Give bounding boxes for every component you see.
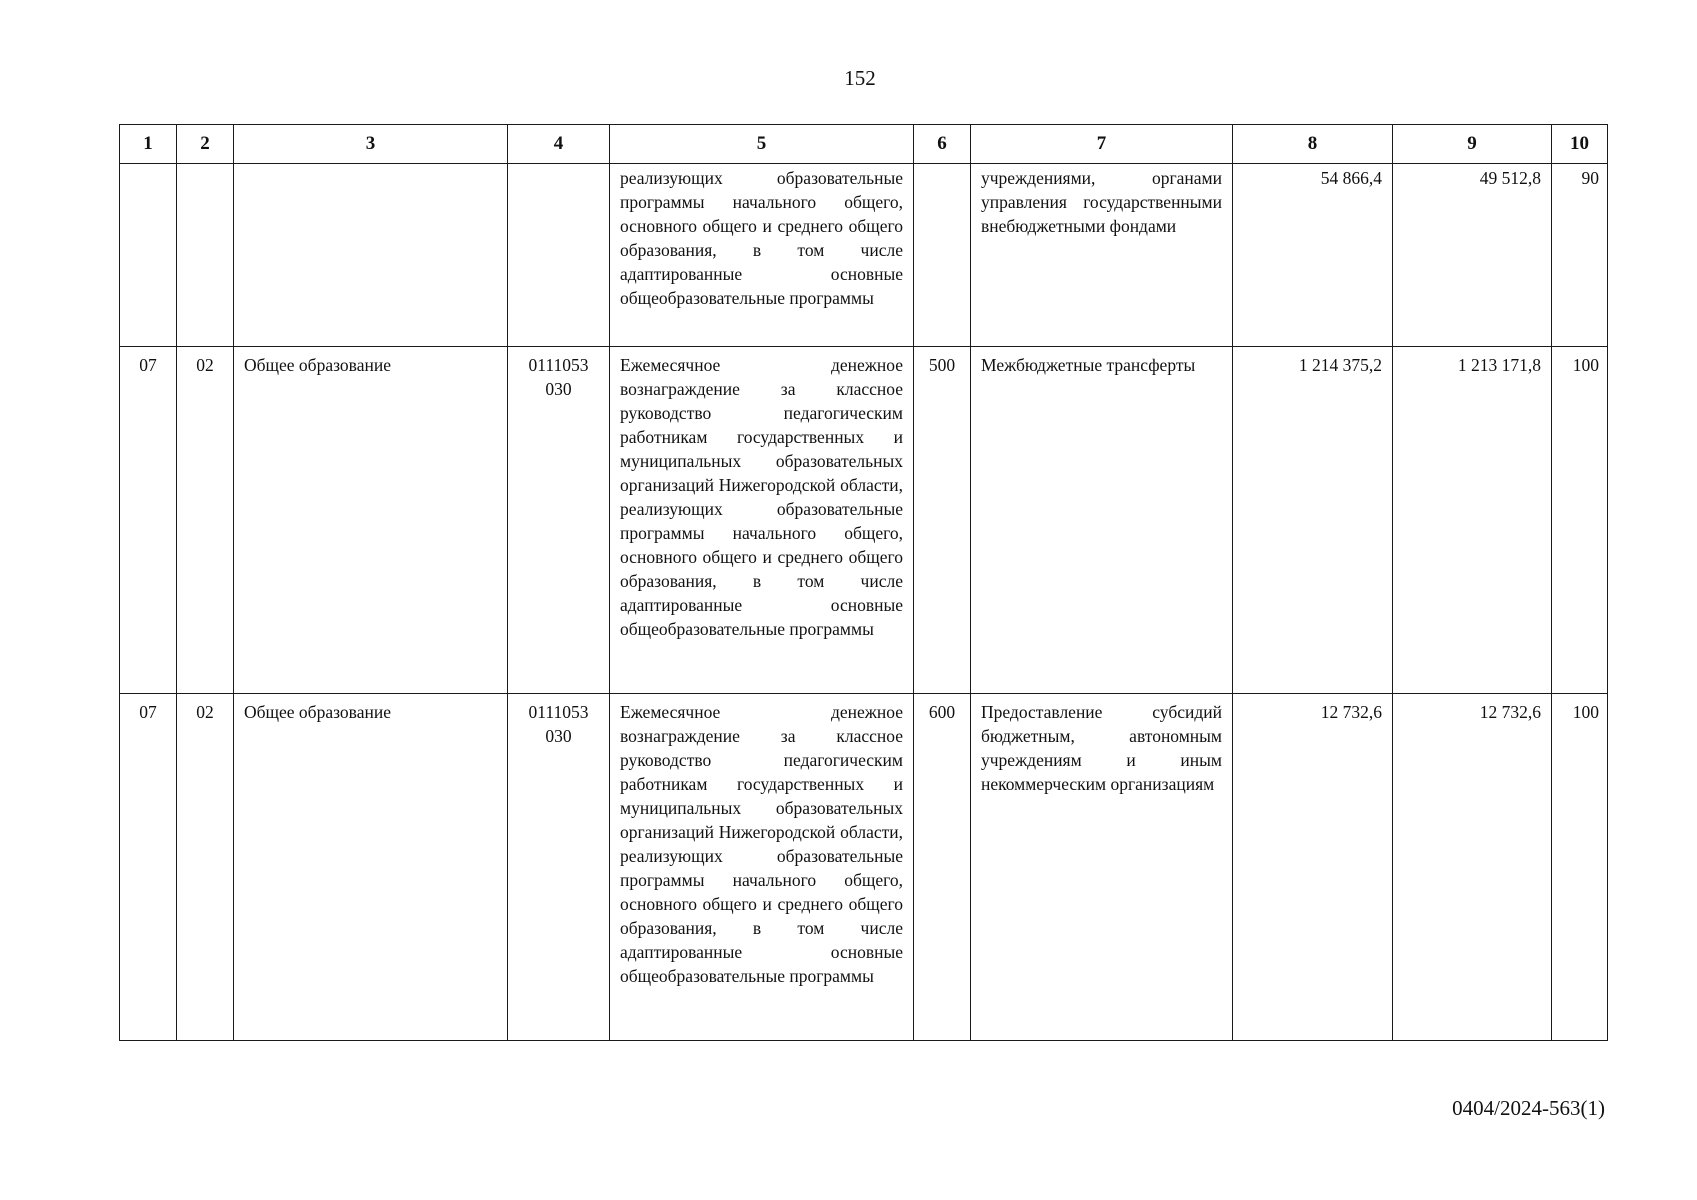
cell-expense-type [914,164,971,347]
column-header: 6 [914,125,971,164]
target-code-line-1: 0111053 [528,355,589,375]
cell-target-code [508,694,610,1041]
column-header: 10 [1552,125,1608,164]
cell-subsection [177,164,234,347]
cell-expense-type-name: Межбюджетные трансферты [971,347,1233,694]
cell-expense-type-name: Предоставление субсидий бюджетным, автономным учреждениям и иным некоммерческим организациям [971,694,1233,1041]
column-header: 3 [234,125,508,164]
cell-subsection: 02 [177,347,234,694]
cell-section [120,164,177,347]
cell-percent: 100 [1552,347,1608,694]
table-header-row [120,125,1608,164]
cell-executed: 1 213 171,8 [1393,347,1552,694]
cell-name [234,164,508,347]
cell-name: Общее образование [234,347,508,694]
cell-section: 07 [120,694,177,1041]
target-code-line-1: 0111053 [528,702,589,722]
document-id: 0404/2024-563(1) [1452,1096,1605,1120]
table-row-continuation [120,164,1608,347]
column-header: 5 [610,125,914,164]
cell-expense-type: 600 [914,694,971,1041]
cell-description: Ежемесячное денежное вознаграждение за классное руководство педагогическим работникам государственных и муниципальных образовательных организаций Нижегородской области, реализующих образовательные программы начального общего, основного общего и среднего общего образования, в том числе адаптированные основные общеобразовательные программы [610,347,914,694]
cell-planned: 1 214 375,2 [1233,347,1393,694]
target-code-line-2: 030 [545,726,572,746]
column-header: 4 [508,125,610,164]
target-code-line-2: 030 [545,379,572,399]
cell-executed: 12 732,6 [1393,694,1552,1041]
cell-section: 07 [120,347,177,694]
cell-description: Ежемесячное денежное вознаграждение за классное руководство педагогическим работникам государственных и муниципальных образовательных организаций Нижегородской области, реализующих образовательные программы начального общего, основного общего и среднего общего образования, в том числе адаптированные основные общеобразовательные программы [610,694,914,1041]
table-row [120,694,1608,1041]
column-header: 8 [1233,125,1393,164]
cell-target-code [508,164,610,347]
cell-percent: 100 [1552,694,1608,1041]
cell-description: реализующих образовательные программы начального общего, основного общего и среднего общего образования, в том числе адаптированные основные общеобразовательные программы [610,164,914,347]
cell-executed: 49 512,8 [1393,164,1552,347]
cell-planned: 12 732,6 [1233,694,1393,1041]
cell-subsection: 02 [177,694,234,1041]
table-row [120,347,1608,694]
column-header: 9 [1393,125,1552,164]
column-header: 7 [971,125,1233,164]
column-header: 1 [120,125,177,164]
cell-name: Общее образование [234,694,508,1041]
cell-percent: 90 [1552,164,1608,347]
cell-planned: 54 866,4 [1233,164,1393,347]
page-number: 152 [844,66,876,90]
cell-expense-type-name: учреждениями, органами управления государственными внебюджетными фондами [971,164,1233,347]
cell-target-code [508,347,610,694]
budget-execution-table [119,124,1608,1041]
column-header: 2 [177,125,234,164]
cell-expense-type: 500 [914,347,971,694]
